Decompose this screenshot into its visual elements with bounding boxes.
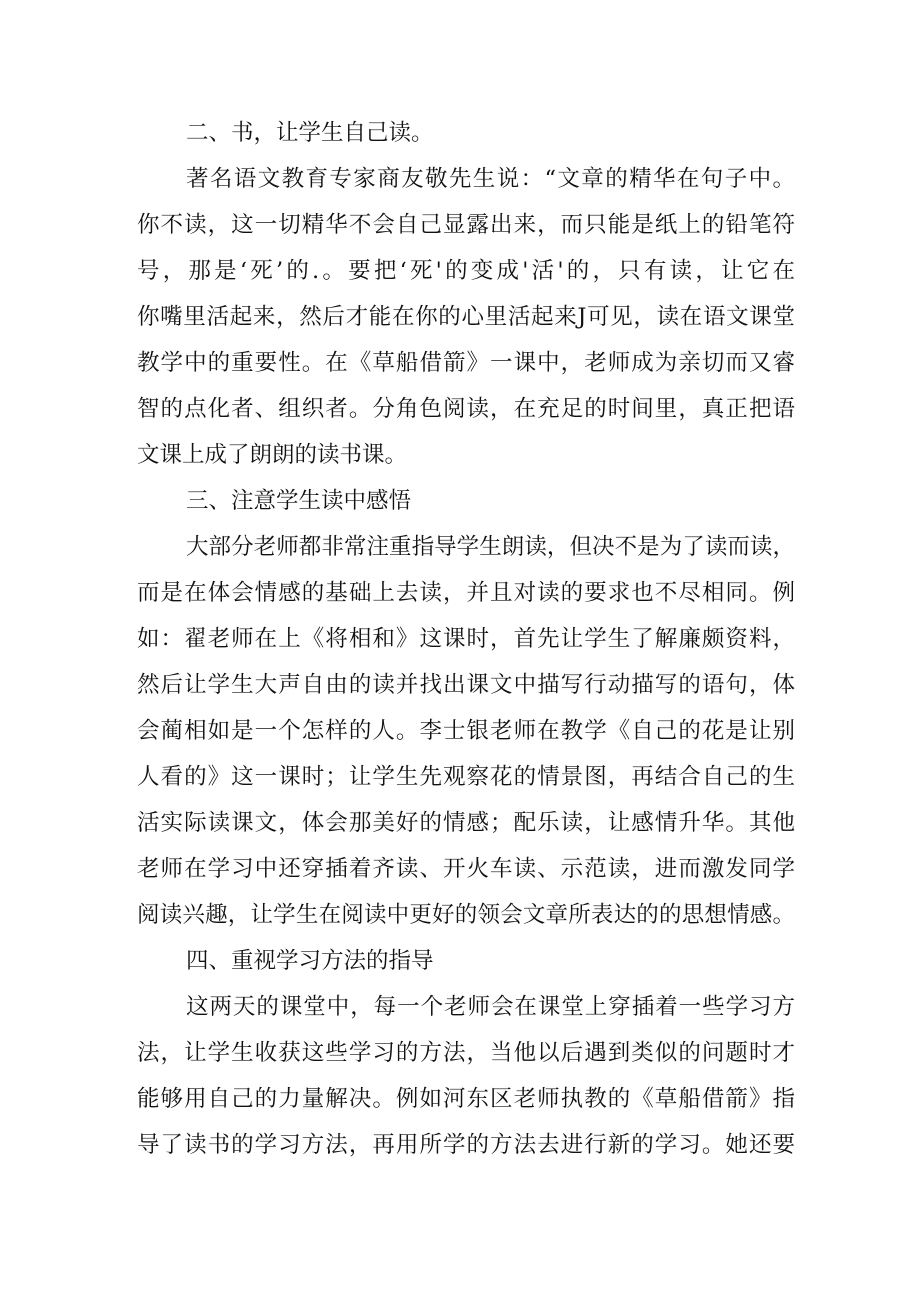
paragraph-line: 老师在学习中还穿插着齐读、开火车读、示范读，进而激发同学: [137, 856, 795, 882]
paragraph-line: 著名语文教育专家商友敬先生说：“文章的精华在句子中。: [186, 166, 795, 192]
paragraph-line: 而是在体会情感的基础上去读，并且对读的要求也不尽相同。例: [137, 580, 795, 606]
paragraph-line: 导了读书的学习方法，再用所学的方法去进行新的学习。她还要: [137, 1132, 795, 1158]
paragraph-line: 阅读兴趣，让学生在阅读中更好的领会文章所表达的的思想情感。: [137, 902, 795, 928]
paragraph-line: 文课上成了朗朗的读书课。: [137, 442, 408, 468]
paragraph-line: 你不读，这一切精华不会自己显露出来，而只能是纸上的铅笔符: [137, 212, 795, 238]
document-page: [137, 110, 795, 1168]
paragraph-line: 然后让学生大声自由的读并找出课文中描写行动描写的语句，体: [137, 672, 795, 698]
paragraph-line: 你嘴里活起来，然后才能在你的心里活起来J可见，读在语文课堂: [137, 304, 795, 330]
paragraph-line: 教学中的重要性。在《草船借箭》一课中，老师成为亲切而又睿: [137, 350, 795, 376]
paragraph-line: 活实际读课文，体会那美好的情感；配乐读，让感情升华。其他: [137, 810, 795, 836]
paragraph-line: 这两天的课堂中，每一个老师会在课堂上穿插着一些学习方: [186, 994, 795, 1020]
section-heading: 二、书，让学生自己读。: [186, 120, 434, 146]
paragraph-line: 如：翟老师在上《将相和》这课时，首先让学生了解廉颇资料，: [137, 626, 795, 652]
paragraph-line: 人看的》这一课时；让学生先观察花的情景图，再结合自己的生: [137, 764, 795, 790]
paragraph-line: 大部分老师都非常注重指导学生朗读，但决不是为了读而读，: [186, 534, 795, 560]
section-heading: 三、注意学生读中感悟: [186, 488, 412, 514]
section-heading: 四、重视学习方法的指导: [186, 948, 434, 974]
paragraph-line: 能够用自己的力量解决。例如河东区老师执教的《草船借箭》指: [137, 1086, 795, 1112]
paragraph-line: 会蔺相如是一个怎样的人。李士银老师在教学《自己的花是让别: [137, 718, 795, 744]
paragraph-line: 法，让学生收获这些学习的方法，当他以后遇到类似的问题时才: [137, 1040, 795, 1066]
paragraph-line: 号，那是‘死’的.。要把‘死'的变成'活'的，只有读，让它在: [137, 258, 795, 284]
paragraph-line: 智的点化者、组织者。分角色阅读，在充足的时间里，真正把语: [137, 396, 795, 422]
